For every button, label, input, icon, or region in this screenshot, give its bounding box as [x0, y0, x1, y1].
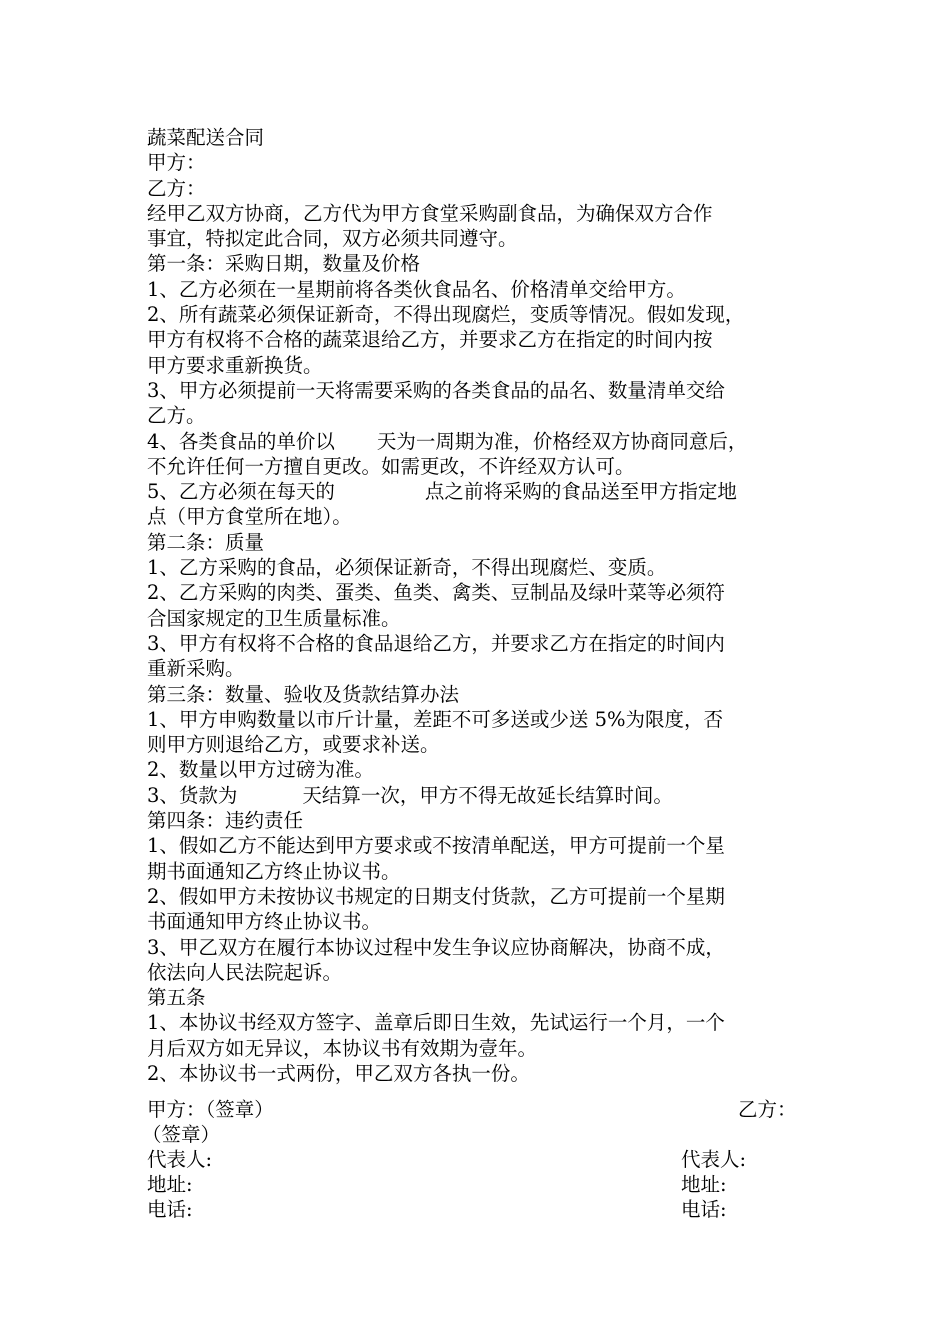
clause-text: 期书面通知乙方终止协议书。: [147, 859, 401, 883]
party-a-phone: 电话:: [147, 1198, 193, 1221]
clause-text: 3、甲方有权将不合格的食品退给乙方，并要求乙方在指定的时间内: [147, 631, 725, 655]
clause-text: [147, 429, 827, 454]
clause-text: 2、本协议书一式两份，甲乙双方各执一份。: [147, 1061, 530, 1085]
article-3-heading: 第三条：数量、验收及货款结算办法: [147, 682, 460, 706]
article-1-heading: 第一条：采购日期，数量及价格: [147, 252, 421, 276]
clause-text: 则甲方则退给乙方，或要求补送。: [147, 733, 440, 757]
clause-text-part: 4、各类食品的单价以: [147, 429, 335, 453]
party-b-label: 乙方：: [738, 1098, 797, 1121]
clause-text: 1、本协议书经双方签字、盖章后即日生效，先试运行一个月，一个: [147, 1011, 725, 1035]
party-b-representative: 代表人:: [681, 1148, 747, 1171]
clause-text: 甲方有权将不合格的蔬菜退给乙方，并要求乙方在指定的时间内按: [147, 328, 713, 352]
party-a-address: 地址:: [147, 1173, 193, 1196]
article-2-heading: 第二条：质量: [147, 530, 265, 554]
clause-text: 2、假如甲方未按协议书规定的日期支付货款，乙方可提前一个星期: [147, 884, 725, 908]
clause-text: 乙方。: [147, 404, 206, 428]
clause-text-part: 点之前将采购的食品送至甲方指定地: [424, 480, 737, 504]
clause-text: 不允许任何一方擅自更改。如需更改，不许经双方认可。: [147, 454, 635, 478]
clause-text-part: 天结算一次，甲方不得无故延长结算时间。: [302, 783, 673, 807]
clause-text: [147, 479, 827, 504]
clause-text: 重新采购。: [147, 657, 245, 681]
party-b-phone: 电话:: [681, 1198, 727, 1221]
clause-text: 3、甲乙双方在履行本协议过程中发生争议应协商解决，协商不成，: [147, 935, 725, 959]
clause-text: 依法向人民法院起诉。: [147, 960, 343, 984]
clause-text: 3、甲方必须提前一天将需要采购的各类食品的品名、数量清单交给: [147, 378, 725, 402]
clause-text: 2、数量以甲方过磅为准。: [147, 758, 374, 782]
article-5-heading: 第五条: [147, 986, 206, 1010]
party-a-line: 甲方：: [147, 151, 206, 175]
clause-text: 1、甲方申购数量以市斤计量，差距不可多送或少送 5%为限度，否: [147, 707, 724, 731]
clause-text: [147, 783, 827, 808]
party-a-representative: 代表人:: [147, 1148, 213, 1171]
document-title: 蔬菜配送合同: [147, 126, 265, 149]
party-a-seal-label: 甲方：（签章）: [147, 1098, 274, 1121]
party-b-address: 地址:: [681, 1173, 727, 1196]
clause-text-part: 天为一周期为准，价格经双方协商同意后，: [376, 429, 748, 453]
clause-text: 甲方要求重新换货。: [147, 353, 323, 377]
clause-text: 2、所有蔬菜必须保证新奇，不得出现腐烂，变质等情况。假如发现，: [147, 303, 745, 327]
party-b-line: 乙方：: [147, 176, 206, 200]
clause-text: 书面通知甲方终止协议书。: [147, 910, 382, 934]
clause-text: 1、假如乙方不能达到甲方要求或不按清单配送，甲方可提前一个星: [147, 834, 725, 858]
clause-text-part: 5、乙方必须在每天的: [147, 480, 335, 504]
clause-text: 合国家规定的卫生质量标准。: [147, 606, 401, 630]
clause-text: 2、乙方采购的肉类、蛋类、鱼类、禽类、豆制品及绿叶菜等必须符: [147, 581, 725, 605]
article-4-heading: 第四条：违约责任: [147, 809, 304, 833]
intro-line: 经甲乙双方协商，乙方代为甲方食堂采购副食品，为确保双方合作: [147, 201, 713, 225]
clause-text: 点（甲方食堂所在地）。: [147, 505, 352, 529]
clause-text: 1、乙方采购的食品，必须保证新奇，不得出现腐烂、变质。: [147, 556, 667, 580]
clause-text: 月后双方如无异议，本协议书有效期为壹年。: [147, 1036, 538, 1060]
clause-text: 1、乙方必须在一星期前将各类伙食品名、价格清单交给甲方。: [147, 277, 686, 301]
clause-text-part: 3、货款为: [147, 783, 238, 807]
contract-body: [147, 125, 827, 1086]
party-b-seal-label: （签章）: [142, 1123, 221, 1146]
intro-line: 事宜，特拟定此合同，双方必须共同遵守。: [147, 227, 518, 251]
